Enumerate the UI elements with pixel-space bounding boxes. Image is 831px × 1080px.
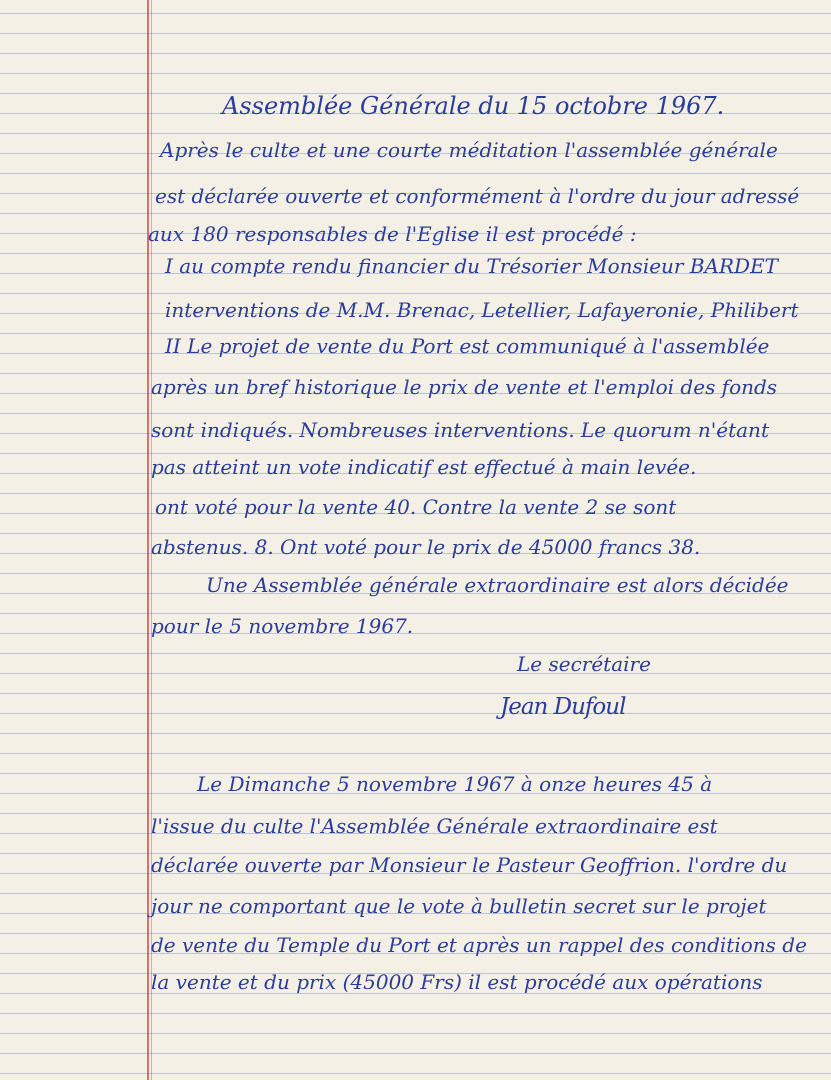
- minutes-line: Une Assemblée générale extraordinaire est alors décidée: [206, 573, 789, 597]
- minutes-line: interventions de M.M. Brenac, Letellier, Lafayeronie, Philibert: [165, 298, 799, 322]
- minutes-line: aux 180 responsables de l'Eglise il est procédé :: [148, 222, 637, 246]
- meeting-line: Le Dimanche 5 novembre 1967 à onze heures 45 à: [197, 772, 713, 796]
- margin-line: [147, 0, 149, 1080]
- secretary-signature: Jean Dufoul: [500, 694, 626, 720]
- minutes-line: Après le culte et une courte méditation l'assemblée générale: [160, 138, 778, 162]
- minutes-line: ont voté pour la vente 40. Contre la vente 2 se sont: [155, 495, 677, 519]
- minutes-line: sont indiqués. Nombreuses interventions. Le quorum n'étant: [151, 418, 769, 442]
- meeting-line: jour ne comportant que le vote à bulletin secret sur le projet: [151, 894, 767, 918]
- minutes-line: pour le 5 novembre 1967.: [151, 614, 414, 638]
- meeting-line: l'issue du culte l'Assemblée Générale extraordinaire est: [151, 814, 718, 838]
- minutes-line: II Le projet de vente du Port est communiqué à l'assemblée: [165, 334, 770, 358]
- meeting-line: la vente et du prix (45000 Frs) il est procédé aux opérations: [151, 970, 763, 994]
- minutes-line: après un bref historique le prix de vente et l'emploi des fonds: [151, 375, 778, 399]
- meeting-line: déclarée ouverte par Monsieur le Pasteur Geoffrion. l'ordre du: [151, 853, 788, 877]
- meeting-line: de vente du Temple du Port et après un rappel des conditions de: [151, 933, 807, 957]
- minutes-line: est déclarée ouverte et conformément à l'ordre du jour adressé: [155, 184, 800, 208]
- minutes-title: Assemblée Générale du 15 octobre 1967.: [222, 92, 725, 120]
- minutes-line: pas atteint un vote indicatif est effectué à main levée.: [151, 455, 697, 479]
- closing-label: Le secrétaire: [517, 652, 651, 676]
- minutes-line: abstenus. 8. Ont voté pour le prix de 45000 francs 38.: [151, 535, 701, 559]
- minutes-line: I au compte rendu financier du Trésorier Monsieur BARDET: [165, 254, 779, 278]
